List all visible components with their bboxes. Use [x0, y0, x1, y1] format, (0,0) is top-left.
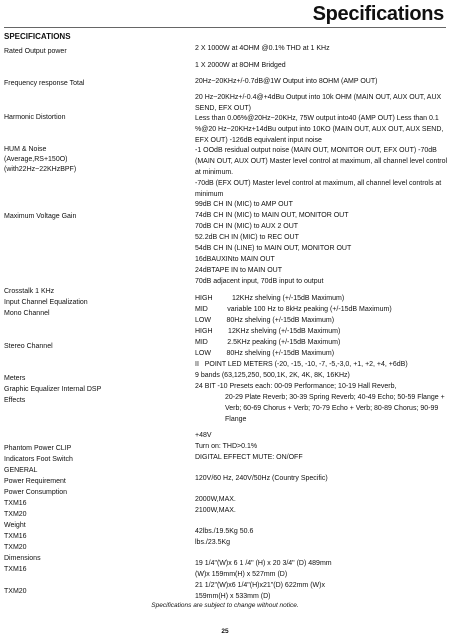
value-freq-response-amp: 20Hz~20KHz+/-0.7dB@1W Output into 8OHM (AMP OUT): [195, 78, 378, 85]
value-clip-indicator: Turn on: THD>0.1%: [195, 443, 258, 450]
label-hum-noise-bpf: (with22Hz~22KHzBPF): [4, 166, 77, 173]
value-stereo-low: LOW 80Hz shelving (+/-15dB Maximum): [195, 350, 335, 357]
value-power-txm16: 2000W,MAX.: [195, 496, 236, 503]
value-gain-line: 54dB CH IN (LINE) to MAIN OUT, MONITOR OUT: [195, 245, 352, 252]
label-dimensions-txm20: TXM20: [4, 588, 27, 595]
value-stereo-high: HIGH 12KHz shelving (+/-15dB Maximum): [195, 328, 341, 335]
label-power-requirement: Power Requirement: [4, 478, 66, 485]
value-dimensions-txm20-metric: 159mm(H) x 533mm (D): [195, 593, 271, 600]
value-dsp-presets: 24 BIT -10 Presets each: 00-09 Performance; 10-19 Hall Reverb,: [195, 383, 397, 390]
value-gain-tape-in: 24dBTAPE IN to MAIN OUT: [195, 267, 283, 274]
label-rated-output-power: Rated Output power: [4, 48, 67, 55]
label-input-channel-eq: Input Channel Equalization: [4, 299, 88, 306]
value-mono-high: HIGH 12KHz shelving (+/-15dB Maximum): [195, 295, 345, 302]
value-residual-noise: -1 OOdB residual output noise (MAIN OUT, MONITOR OUT, EFX OUT) -70dB (MAIN OUT, AUX OUT) Master level control at maximum, all channel level control at minimum.: [195, 147, 448, 176]
label-general: GENERAL: [4, 467, 38, 474]
page-number: 25: [221, 628, 229, 635]
value-gain-aux2: 70dB CH IN (MIC) to AUX 2 OUT: [195, 223, 299, 230]
value-phantom-power: +48V: [195, 432, 212, 439]
value-rated-output-bridged: 1 X 2000W at 8OHM Bridged: [195, 62, 286, 69]
label-graphic-eq-dsp: Graphic Equalizer Internal DSP: [4, 386, 102, 393]
value-stereo-mid: MID 2.5KHz peaking (+/-15dB Maximum): [195, 339, 341, 346]
label-dimensions: Dimensions: [4, 555, 41, 562]
label-phantom-power-clip: Phantom Power CLIP: [4, 445, 72, 452]
value-efx-noise: -70dB (EFX OUT) Master level control at maximum, all channel level controls at minimum: [195, 180, 442, 198]
label-frequency-response: Frequency response Total: [4, 80, 85, 87]
label-hum-noise-average: (Average,RS+150O): [4, 156, 68, 163]
label-mono-channel: Mono Channel: [4, 310, 50, 317]
label-power-consumption: Power Consumption: [4, 489, 68, 496]
value-power-txm20: 2100W,MAX.: [195, 507, 236, 514]
label-indicators-foot-switch: Indicators Foot Switch: [4, 456, 73, 463]
title-divider: [4, 27, 446, 28]
value-gain-rec-out: 52.2dB CH IN (MIC) to REC OUT: [195, 234, 299, 241]
label-weight-txm16: TXM16: [4, 533, 27, 540]
value-gain-main-monitor: 74dB CH IN (MIC) to MAIN OUT, MONITOR OUT: [195, 212, 349, 219]
label-effects: Effects: [4, 397, 26, 404]
value-weight-txm20: lbs./23.5Kg: [195, 539, 231, 546]
value-led-meters: II POINT LED METERS (-20, -15, -10, -7, -5,-3,0, +1, +2, +4, +6dB): [195, 361, 408, 368]
value-freq-response-10k: 20 Hz~20KHz+/-0.4@+4dBu Output into 10k OHM (MAIN OUT, AUX OUT, AUX SEND, EFX OUT): [195, 94, 442, 112]
page-title: Specifications: [312, 3, 444, 25]
label-weight: Weight: [4, 522, 26, 529]
value-dimensions-txm20: 21 1/2"(W)x6 1/4"(H)x21"(D) 622mm (W)x: [195, 582, 325, 589]
value-weight-txm16: 42lbs./19.5Kg 50.6: [195, 528, 254, 535]
section-heading: SPECIFICATIONS: [4, 32, 71, 41]
label-power-txm16: TXM16: [4, 500, 27, 507]
value-gain-amp-out: 99dB CH IN (MIC) to AMP OUT: [195, 201, 293, 208]
label-crosstalk: Crosstalk 1 KHz: [4, 288, 55, 295]
label-hum-noise: HUM & Noise: [4, 146, 47, 153]
label-dimensions-txm16: TXM16: [4, 566, 27, 573]
value-harmonic-distortion: Less than 0.06%@20Hz~20KHz, 75W output into40 (AMP OUT) Less than 0.1 %@20 Hz~20KHz+14dBu output into 10KO (MAIN OUT, AUX OUT, AUX SEND, EFX OUT) -126dB equivalent input noise: [195, 115, 444, 144]
value-mono-low: LOW 80Hz shelving (+/-15dB Maximum): [195, 317, 335, 324]
label-weight-txm20: TXM20: [4, 544, 27, 551]
value-dsp-presets-list: 20-29 Plate Reverb; 30-39 Spring Reverb; 40-49 Echo; 50-59 Flange + Verb; 60-69 Chorus + Verb; 70-79 Echo + Verb; 80-89 Chorus; 90-99 Flange: [225, 394, 445, 423]
value-power-requirement: 120V/60 Hz, 240V/50Hz (Country Specific): [195, 475, 328, 482]
label-meters: Meters: [4, 375, 26, 382]
label-harmonic-distortion: Harmonic Distortion: [4, 114, 66, 121]
value-mono-mid: MID variable 100 Hz to 8kHz peaking (+/-15dB Maximum): [195, 306, 392, 313]
value-foot-switch: DIGITAL EFFECT MUTE: ON/OFF: [195, 454, 303, 461]
value-graphic-eq-bands: 9 bands (63,125,250, 500,1K, 2K, 4K, 8K, 16KHz): [195, 372, 350, 379]
value-dimensions-txm16: 19 1/4"(W)x 6 1 /4" (H) x 20 3/4" (D) 489mm: [195, 560, 332, 567]
value-crosstalk: 70dB adjacent input, 70dB input to output: [195, 278, 324, 285]
value-gain-aux-in: 16dBAUXINto MAIN OUT: [195, 256, 275, 263]
value-rated-output-4ohm: 2 X 1000W at 4OHM @0.1% THD at 1 KHz: [195, 45, 330, 52]
label-power-txm20: TXM20: [4, 511, 27, 518]
label-stereo-channel: Stereo Channel: [4, 343, 53, 350]
label-max-voltage-gain: Maximum Voltage Gain: [4, 213, 77, 220]
value-dimensions-txm16-metric: (W)x 159mm(H) x 527mm (D): [195, 571, 288, 578]
footnote: Specifications are subject to change without notice.: [151, 602, 299, 609]
